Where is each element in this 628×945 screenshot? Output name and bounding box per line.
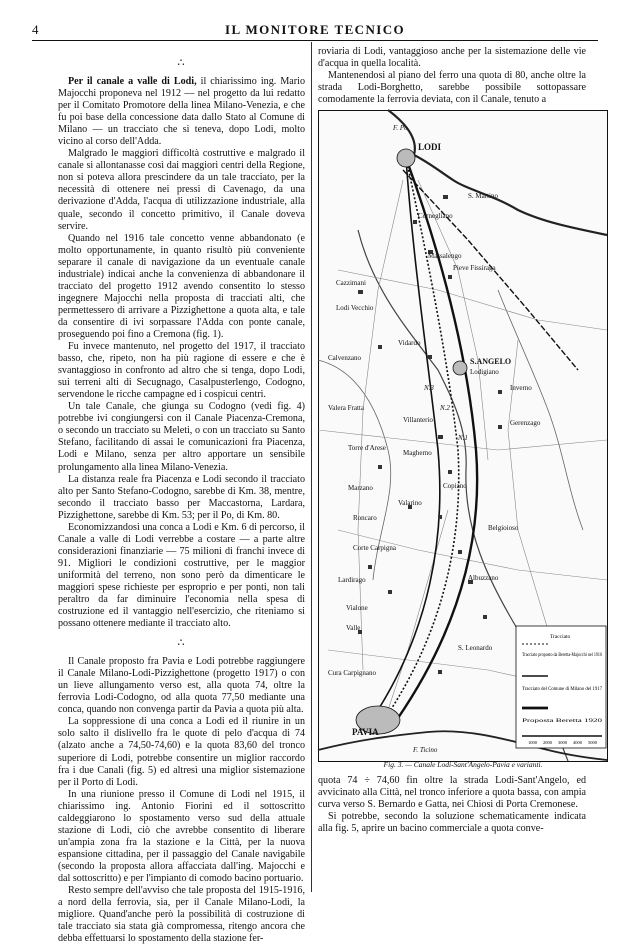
paragraph: Malgrado le maggiori difficoltà costruttive e malgrado il canale si allontanasse così dai maggiori centri della Regione, non si poteva allora prescindere da un tale tracciato, per la necessità di ottenere nei pressi di Cavenago, da una derivazione d'Adda, l'acqua di utilizzazione industriale, alla quale, secondo il concetto primitivo, il Canale doveva servire. <box>58 148 305 232</box>
label-smartino: S. Martino <box>468 192 498 200</box>
paragraph: La soppressione di una conca a Lodi ed il riunire in un solo salto il dislivello fra le quote di pelo d'acqua di 74 (alzato anche a 74,50-74,60) e la quota 83,60 del tronco superiore di Lodi, potrebbe consentire un miglior raccordo fra i due Canali (fig. 5) ed altresì una miglior sistemazione per il Porto di Lodi. <box>58 716 305 788</box>
label-route-n1: N.1 <box>458 434 468 442</box>
label-vialone: Vialone <box>346 604 368 612</box>
paragraph: Un tale Canale, che giunga su Codogno (vedi fig. 4) potrebbe ivi congiungersi con il Canale Piacenza-Cremona, o secondo un tracciato su Meleti, o con un tracciato su Santo Stefano, facilitando di assai le comunicazioni fra Piacenza, Lodi e Milano, senza per altro apportare un sensibile prolungamento alla linea Milano-Venezia. <box>58 401 305 473</box>
paragraph: Mantenendosi al piano del ferro una quota di 80, anche oltre la strada Lodi-Borghetto, sarebbe possibile sottopassare comodamente la ferrovia deviata, con il Canale, tenuto a <box>318 70 586 106</box>
label-valarino: Valarino <box>398 499 422 507</box>
map-svg <box>318 110 608 762</box>
paragraph <box>58 76 305 148</box>
label-marzano: Marzano <box>348 484 373 492</box>
column-divider <box>311 42 312 892</box>
label-belgioioso: Belgioioso <box>488 524 519 532</box>
label-torre: Torre d'Arese <box>348 444 386 452</box>
lodi-town-marker <box>397 149 415 167</box>
section-separator: ∴ <box>177 637 186 650</box>
paragraph-text: il chiarissimo ing. Mario Majocchi proponeva nel 1912 — nel progetto da lui redatto per il Comitato Promotore della linea Milano-Venezia, e che fu poi base della concessione data dallo Stato al Comune di Milano — un tracciato che si teneva, dopo Lodi, molto vicino al corso dell'Adda. <box>58 76 305 148</box>
label-calvenzano: Calvenzano <box>328 354 362 362</box>
label-cura: Cura Carpignano <box>328 669 377 677</box>
label-cornegliano: Cornegliano <box>418 212 453 220</box>
paragraph: Si potrebbe, secondo la soluzione schematicamente indicata alla fig. 5, aprire un bacino commerciale a quota conve- <box>318 811 586 835</box>
legend-item-1a: Tracciato <box>550 634 571 640</box>
label-vidardo: Vidardo <box>398 339 421 347</box>
label-valera: Valera Fratta <box>328 404 364 412</box>
santangelo-town-marker <box>453 361 467 375</box>
paragraph: Fu invece mantenuto, nel progetto del 1917, il tracciato basso, che, ripeto, non ha più ragione di essere e che è svantaggioso in confronto ad altro che si tenga, dopo Lodi, sui terreni alti di Secugnago, Casalpusterlengo, Codogno, servendone le ricche campagne ed i cospicui centri. <box>58 341 305 401</box>
svg-text:4000: 4000 <box>573 740 582 745</box>
legend-item-2: Tracciato del Comune di Milano del 1917 <box>522 686 603 692</box>
paragraph: quota 74 ÷ 74,60 fin oltre la strada Lodi-Sant'Angelo, ed avvicinato alla Città, nel tronco inferiore a quota bassa, con ampia curva verso S. Bernardo e Gatta, nei Chiosi di Porta Cremonese. <box>318 775 586 811</box>
label-inverno: Inverno <box>510 384 532 392</box>
label-lodivecchio: Lodi Vecchio <box>336 304 374 312</box>
paragraph: La distanza reale fra Piacenza e Lodi secondo il tracciato alto per Santo Stefano-Codogno, sarebbe di Km. 38, mentre, secondo il tracciato basso per Maccastorna, Lardara, Pizzighettone, sarebbe di Km. 53; per il Po, di Km. 80. <box>58 473 305 521</box>
label-lodi: LODI <box>418 142 442 152</box>
label-massalengo: Massalengo <box>428 252 462 260</box>
label-ticino: F. Ticino <box>413 746 438 754</box>
journal-title: IL MONITORE TECNICO <box>225 22 405 37</box>
svg-text:1000: 1000 <box>528 740 537 745</box>
map-figure <box>318 110 608 762</box>
label-valle: Valle <box>346 624 361 632</box>
label-route-n3: N.3 <box>424 384 434 392</box>
section-separator: ∴ <box>177 57 186 69</box>
right-column-bottom <box>318 775 586 835</box>
header-rule <box>32 40 598 41</box>
label-magherno: Magherno <box>403 449 432 457</box>
legend-item-3: Proposta Beretta 1920 <box>522 718 603 724</box>
svg-text:2000: 2000 <box>543 740 552 745</box>
svg-text:5000: 5000 <box>588 740 597 745</box>
map-legend <box>516 626 606 748</box>
label-pieve: Pieve Fissiraga <box>453 264 496 272</box>
paragraph: In una riunione presso il Comune di Lodi nel 1915, il chiarissimo ing. Antonio Fiorini ed il sottoscritto caldeggiarono lo spostamento verso sud della attuale stazione di Lodi, ciò che avrebbe consentito di liberare un'ampia zona fra la stazione e la Città, per la nuova espansione cittadina, per il passaggio del Canale navigabile (secondo la proposta allora affacciata dall'ing. Majocchi e dal sottoscritto) e per l'impianto di comodo bacino portuario. <box>58 788 305 884</box>
paragraph: Il Canale proposto fra Pavia e Lodi potrebbe raggiungere il Canale Milano-Lodi-Pizzighettone (progetto 1917) o con un lieve allungamento verso est, alla quota 74, oltre la ferrovia Lodi-Codogno, od alla quota 77,50 mediante una conca, quando non convenga partir da Pavia a quota più alta. <box>58 656 305 716</box>
label-po: F. Po <box>393 124 408 132</box>
label-cazzimani: Cazzimani <box>336 279 366 287</box>
legend-item-1: Tracciato proposto da Beretta-Majocchi nel 1916 <box>522 652 603 658</box>
right-column-top <box>318 46 586 106</box>
paragraph: Resto sempre dell'avviso che tale proposta del 1915-1916, a nord della ferrovia, sia, per il Canale Milano-Lodi, la migliore. Quand'anche però la possibilità di costruzione di tale tracciato sia stata già compromessa, ritengo ancora che debba effettuarsi lo spostamento della stazione fer- <box>58 885 305 945</box>
label-lardirago: Lardirago <box>338 576 366 584</box>
figure-caption: Fig. 3. — Canale Lodi-Sant'Angelo-Pavia e varianti. <box>383 760 543 769</box>
page-number: 4 <box>32 22 39 37</box>
label-route-n2: N.2 <box>440 404 450 412</box>
label-roncaro: Roncaro <box>353 514 377 522</box>
label-santangelo: S.ANGELO <box>470 357 512 366</box>
label-albuzzano: Albuzzano <box>468 574 499 582</box>
paragraph-lead: Per il canale a valle di Lodi, <box>68 76 197 87</box>
label-pavia: PAVIA <box>352 727 379 737</box>
page-header <box>32 22 598 38</box>
left-column <box>58 50 305 945</box>
label-villanterio: Villanterio <box>403 416 433 424</box>
paragraph: roviaria di Lodi, vantaggioso anche per la sistemazione delle vie d'acqua in quella località. <box>318 46 586 70</box>
label-copiano: Copiano <box>443 482 467 490</box>
label-corte: Corte Carpigna <box>353 544 396 552</box>
svg-text:3000: 3000 <box>558 740 567 745</box>
label-gerenzago: Gerenzago <box>510 419 541 427</box>
paragraph: Quando nel 1916 tale concetto venne abbandonato (e molto opportunamente, in quanto risultò più conveniente separare il canale di navigazione da un eventuale canale industriale) indicai anche la convenienza di abbandonare il tracciato del progetto 1912 avendo consentito lo stesso ingegnere Majocchi nella proposta di tracciati alti, che permettessero di arrivare a Pizzighettone a quota alta, e tale da consentire di ivi sorpassare l'Adda con ponte canale, proseguendo poi fino a Cremona (fig. 1). <box>58 232 305 340</box>
label-santangelo-sub: Lodigiano <box>470 368 499 376</box>
label-sleonardo: S. Leonardo <box>458 644 493 652</box>
paragraph: Economizzandosi una conca a Lodi e Km. 6 di percorso, il Canale a valle di Lodi verrebbe a costare — a parte altre considerazioni finanziarie — 75 milioni di franchi invece di 91. Migliori le condizioni costruttive, per le maggior uniformità del terreno, non sono però da dimenticare le maggiori spese richieste per esproprio e per ponti, non tali peraltro da far diminuire l'economia nella spesa di costruzione ed il vantaggio nell'esercizio, che riteniamo si possano ottenere mediante il tracciato alto. <box>58 521 305 630</box>
